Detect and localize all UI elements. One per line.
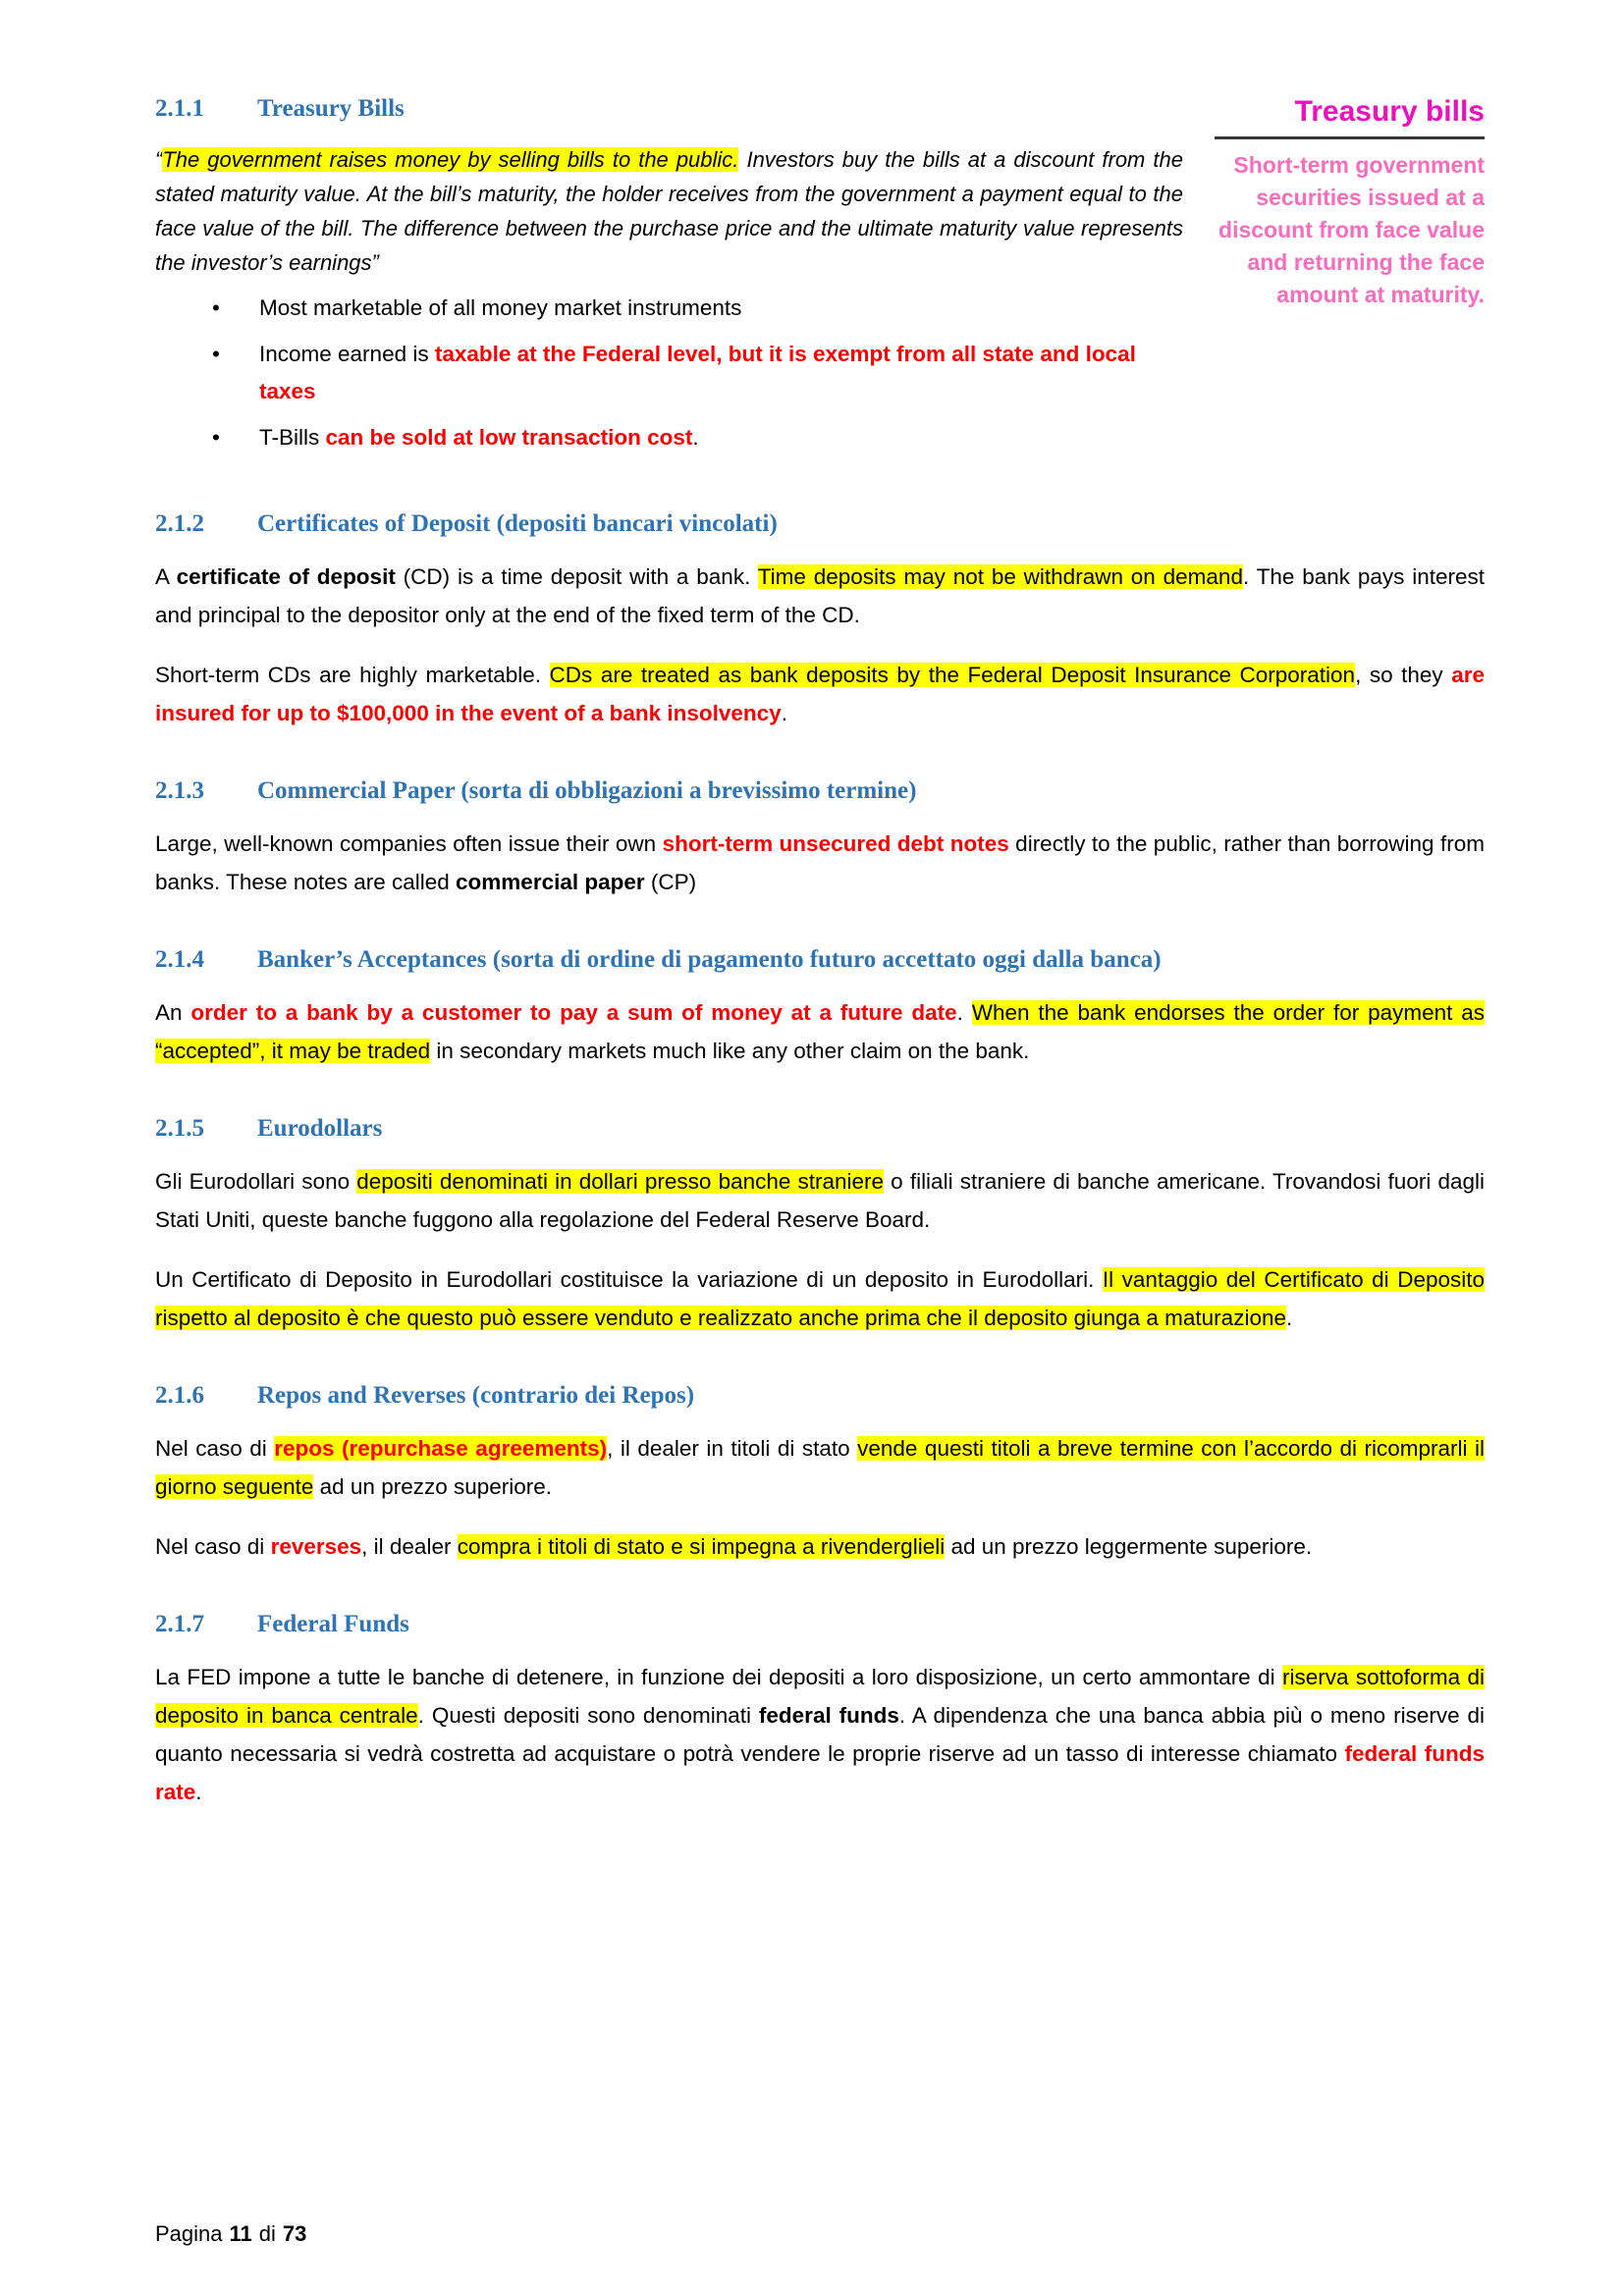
section-federal-funds — [155, 1609, 1485, 1811]
section-heading — [155, 1113, 1485, 1145]
paragraph — [155, 656, 1485, 732]
paragraph — [155, 1162, 1485, 1239]
text-run: , so they — [1355, 663, 1452, 687]
paragraph — [155, 825, 1485, 901]
text-run: o filiali straniere di banche americane. Trovandosi fuori dagli Stati Uniti, queste banche fuggono alla regolazione del Federal Reserve Board. — [155, 1169, 1485, 1232]
text-run: Un Certificato di Deposito in Eurodollari costituisce la variazione di un deposito in Eurodollari. — [155, 1267, 1103, 1292]
text-run: . Questi depositi sono denominati — [417, 1703, 759, 1728]
text-run: ad un prezzo leggermente superiore. — [945, 1534, 1313, 1559]
paragraph — [155, 1429, 1485, 1506]
text-run: Time deposits may not be withdrawn on demand — [757, 564, 1243, 589]
section-number: 2.1.7 — [155, 1611, 204, 1637]
text-run: . The bank pays interest and principal to the depositor only at the end of the fixed term of the CD. — [155, 564, 1486, 627]
page-total: 73 — [282, 2221, 307, 2246]
section-number: 2.1.5 — [155, 1115, 204, 1142]
text-run: Income earned is — [259, 342, 435, 366]
margin-note-body: Short-term government securities issued at a discount from face value and returning the face amount at maturity. — [1218, 152, 1485, 307]
paragraph — [155, 1260, 1485, 1337]
text-run: commercial paper — [456, 870, 645, 894]
section-title: Banker’s Acceptances (sorta di ordine di pagamento futuro accettato oggi dalla banca) — [257, 946, 1162, 973]
text-run: Il vantaggio del Certificato di Deposito rispetto al deposito è che questo può essere venduto e realizzato anche prima che il deposito giunga a maturazione — [155, 1267, 1485, 1330]
treasury-bills-row — [155, 93, 1485, 465]
section-eurodollars — [155, 1113, 1485, 1337]
section-number: 2.1.2 — [155, 510, 204, 537]
section-heading — [155, 775, 1485, 807]
text-run: compra i titoli di stato e si impegna a rivenderglieli — [457, 1534, 946, 1559]
text-run: can be sold at low transaction cost — [325, 425, 693, 450]
text-run: reverses — [270, 1534, 362, 1559]
treasury-bills-main — [155, 93, 1183, 465]
section-heading — [155, 508, 1485, 540]
text-run: riserva sottoforma di deposito in banca centrale — [155, 1665, 1485, 1728]
text-run: The government raises money by selling bills to the public. — [162, 147, 739, 172]
section-heading — [155, 1380, 1485, 1412]
page-number: 11 — [229, 2221, 252, 2246]
bullet-list — [155, 290, 1183, 456]
section-commercial-paper — [155, 775, 1485, 901]
text-run: depositi denominati in dollari presso banche straniere — [356, 1169, 885, 1194]
text-run: order to a bank by a customer to pay a sum of money at a future date — [190, 1000, 957, 1025]
paragraph — [155, 1527, 1485, 1566]
text-run: . — [195, 1780, 202, 1804]
section-heading — [155, 944, 1485, 976]
section-title: Federal Funds — [257, 1611, 409, 1637]
text-run: , il dealer — [361, 1534, 458, 1559]
text-run: Investors buy the bills at a discount from the stated maturity value. At the bill’s maturity, the holder receives from the government a payment equal to the face value of the bill. The difference between the purchase price and the ultimate maturity value represents the investor’s earnings” — [155, 147, 1183, 275]
text-run: . — [692, 425, 699, 450]
text-run: A — [155, 564, 177, 589]
section-heading — [155, 93, 1183, 125]
section-number: 2.1.6 — [155, 1382, 204, 1409]
section-title: Eurodollars — [257, 1115, 383, 1142]
page-footer — [155, 2221, 306, 2247]
text-run: An — [155, 1000, 191, 1025]
text-run: T-Bills — [259, 425, 326, 450]
text-run: vende questi titoli a breve termine con l’accordo di ricomprarli il giorno seguente — [155, 1436, 1486, 1499]
text-run: in secondary markets much like any other claim on the bank. — [430, 1039, 1030, 1063]
text-run: are insured for up to $100,000 in the event of a bank insolvency — [155, 663, 1486, 725]
text-run: “ — [155, 147, 163, 172]
footer-separator: di — [258, 2221, 276, 2246]
text-run: . — [781, 701, 787, 725]
margin-note — [1215, 93, 1485, 311]
text-run: taxable at the Federal level, but it is exempt from all state and local taxes — [259, 342, 1136, 403]
section-title: Repos and Reverses (contrario dei Repos) — [257, 1382, 695, 1409]
text-run: . — [956, 1000, 972, 1025]
quote-paragraph — [155, 142, 1183, 280]
text-run: certificate of deposit — [176, 564, 396, 589]
text-run: . A dipendenza che una banca abbia più o meno riserve di quanto necessaria si vedrà costretta ad acquistare o potrà vendere le proprie riserve ad un tasso di interesse chiamato — [155, 1703, 1486, 1766]
text-run: Gli Eurodollari sono — [155, 1169, 357, 1194]
text-run: Nel caso di — [155, 1436, 275, 1461]
text-run: directly to the public, rather than borrowing from banks. These notes are called — [155, 831, 1485, 894]
paragraph — [155, 1658, 1485, 1811]
margin-note-title: Treasury bills — [1215, 95, 1485, 139]
text-run: short-term unsecured debt notes — [662, 831, 1009, 856]
text-run: (CP) — [644, 870, 697, 894]
section-heading — [155, 1609, 1485, 1640]
text-run: Nel caso di — [155, 1534, 271, 1559]
section-treasury-bills — [155, 93, 1485, 465]
paragraph — [155, 993, 1485, 1070]
text-run: (CD) is a time deposit with a bank. — [395, 564, 758, 589]
text-run: Short-term CDs are highly marketable. — [155, 663, 550, 687]
text-run: , il dealer in titoli di stato — [607, 1436, 858, 1461]
section-title: Commercial Paper (sorta di obbligazioni a brevissimo termine) — [257, 777, 917, 804]
text-run: . — [1285, 1306, 1293, 1330]
section-number: 2.1.4 — [155, 946, 204, 973]
section-bankers-acceptances — [155, 944, 1485, 1070]
text-run: La FED impone a tutte le banche di detenere, in funzione dei depositi a loro disposizione, un certo ammontare di — [155, 1665, 1282, 1689]
footer-prefix: Pagina — [155, 2221, 223, 2246]
section-title: Treasury Bills — [257, 95, 405, 122]
text-run: federal funds rate — [155, 1741, 1485, 1804]
section-certificates-of-deposit — [155, 508, 1485, 732]
bullet-item — [259, 336, 1183, 410]
bullet-item — [259, 419, 1183, 456]
text-run: Large, well-known companies often issue their own — [155, 831, 663, 856]
bullet-item — [259, 290, 1183, 327]
text-run: federal funds — [758, 1703, 899, 1728]
text-run: repos (repurchase agreements) — [274, 1436, 608, 1461]
section-title: Certificates of Deposit (depositi bancari vincolati) — [257, 510, 778, 537]
text-run: Most marketable of all money market instruments — [259, 295, 742, 320]
text-run: CDs are treated as bank deposits by the Federal Deposit Insurance Corporation — [549, 663, 1356, 687]
section-repos-and-reverses — [155, 1380, 1485, 1566]
section-number: 2.1.3 — [155, 777, 204, 804]
section-number: 2.1.1 — [155, 95, 204, 122]
text-run: When the bank endorses the order for payment as “accepted”, it may be traded — [155, 1000, 1485, 1063]
paragraph — [155, 558, 1485, 634]
text-run: ad un prezzo superiore. — [313, 1474, 553, 1499]
